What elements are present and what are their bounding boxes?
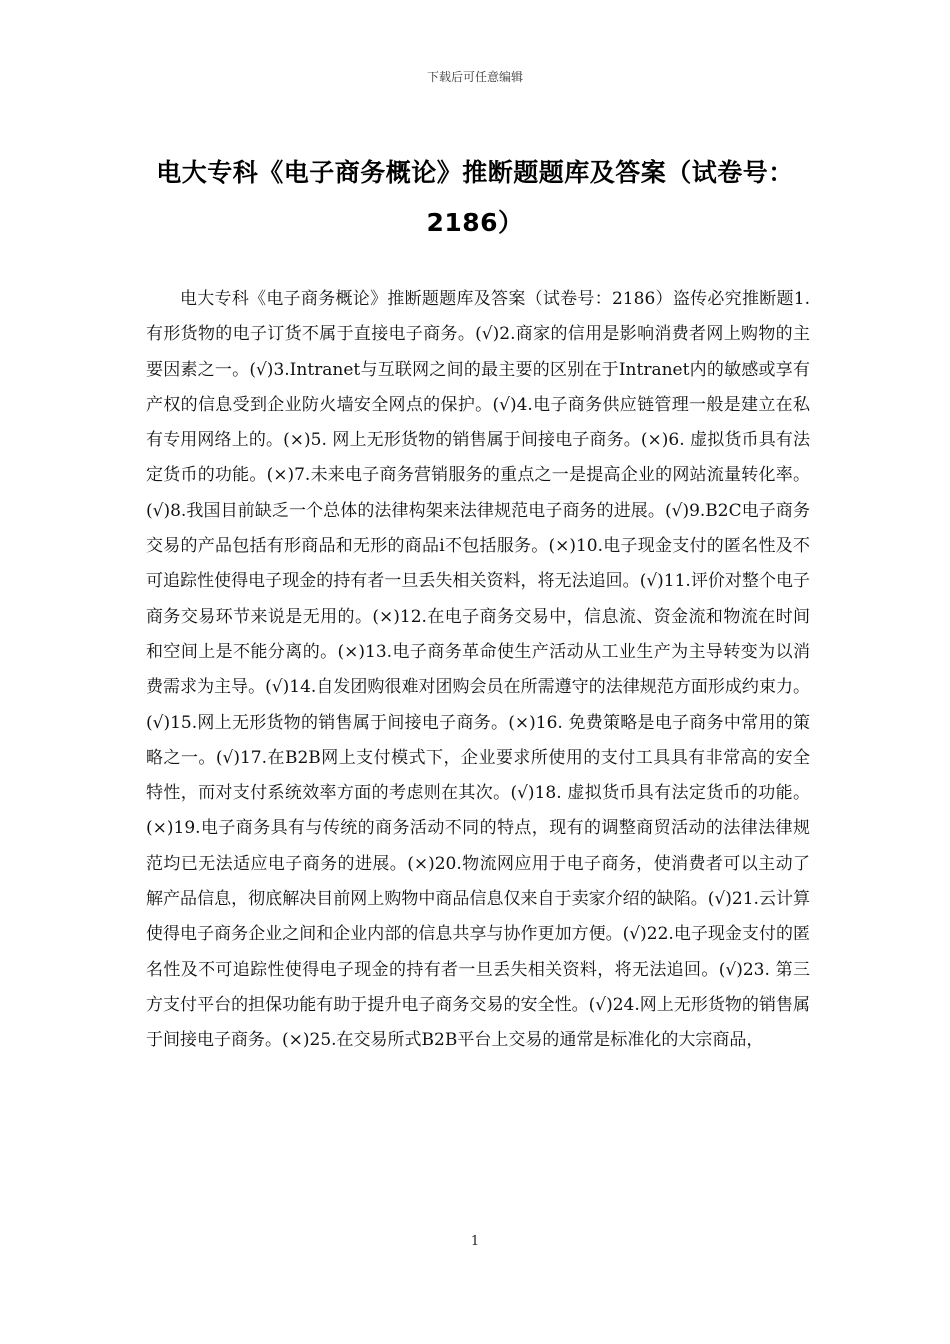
header-note: 下载后可任意编辑 xyxy=(426,70,523,84)
page-number: 1 xyxy=(470,1234,480,1249)
body-paragraph: 电大专科《电子商务概论》推断题题库及答案（试卷号：2186）盗传必究推断题1.有形货物的电子订货不属于直接电子商务。(√)2.商家的信用是影响消费者网上购物的主要因素之一。(√)3.Intranet与互联网之间的最主要的区别在于Intranet内的敏感或享有产权的信息受到企业防火墙安全网点的保护。(√)4.电子商务供应链管理一般是建立在私有专用网络上的。(×)5. 网上无形货物的销售属于间接电子商务。(×)6. 虚拟货币具有法定货币的功能。(×)7.未来电子商务营销服务的重点之一是提高企业的网站流量转化率。(√)8.我国目前缺乏一个总体的法律构架来法律规范电子商务的进展。(√)9.B2C电子商务交易的产品包括有形商品和无形的商品i不包括服务。(×)10.电子现金支付的匿名性及不可追踪性使得电子现金的持有者一旦丢失相关资料，将无法追回。(√)11.评价对整个电子商务交易环节来说是无用的。(×)12.在电子商务交易中，信息流、资金流和物流在时间和空间上是不能分离的。(×)13.电子商务革命使生产活动从工业生产为主导转变为以消费需求为主导。(√)14.自发团购很难对团购会员在所需遵守的法律规范方面形成约束力。(√)15.网上无形货物的销售属于间接电子商务。(×)16. 免费策略是电子商务中常用的策略之一。(√)17.在B2B网上支付模式下，企业要求所使用的支付工具具有非常高的安全特性，而对支付系统效率方面的考虑则在其次。(√)18. 虚拟货币具有法定货币的功能。(×)19.电子商务具有与传统的商务活动不同的特点，现有的调整商贸活动的法律法律规范均已无法适应电子商务的进展。(×)20.物流网应用于电子商务，使消费者可以主动了解产品信息，彻底解决目前网上购物中商品信息仅来自于卖家介绍的缺陷。(√)21.云计算使得电子商务企业之间和企业内部的信息共享与协作更加方便。(√)22.电子现金支付的匿名性及不可追踪性使得电子现金的持有者一旦丢失相关资料，将无法追回。(√)23. 第三方支付平台的担保功能有助于提升电子商务交易的安全性。(√)24.网上无形货物的销售属于间接电子商务。(×)25.在交易所式B2B平台上交易的通常是标准化的大宗商品， xyxy=(146,289,810,1051)
title-line-1: 电大专科《电子商务概论》推断题题库及答案（试卷号： xyxy=(156,158,794,187)
document-title xyxy=(120,148,830,248)
title-line-2: 2186） xyxy=(426,208,524,237)
